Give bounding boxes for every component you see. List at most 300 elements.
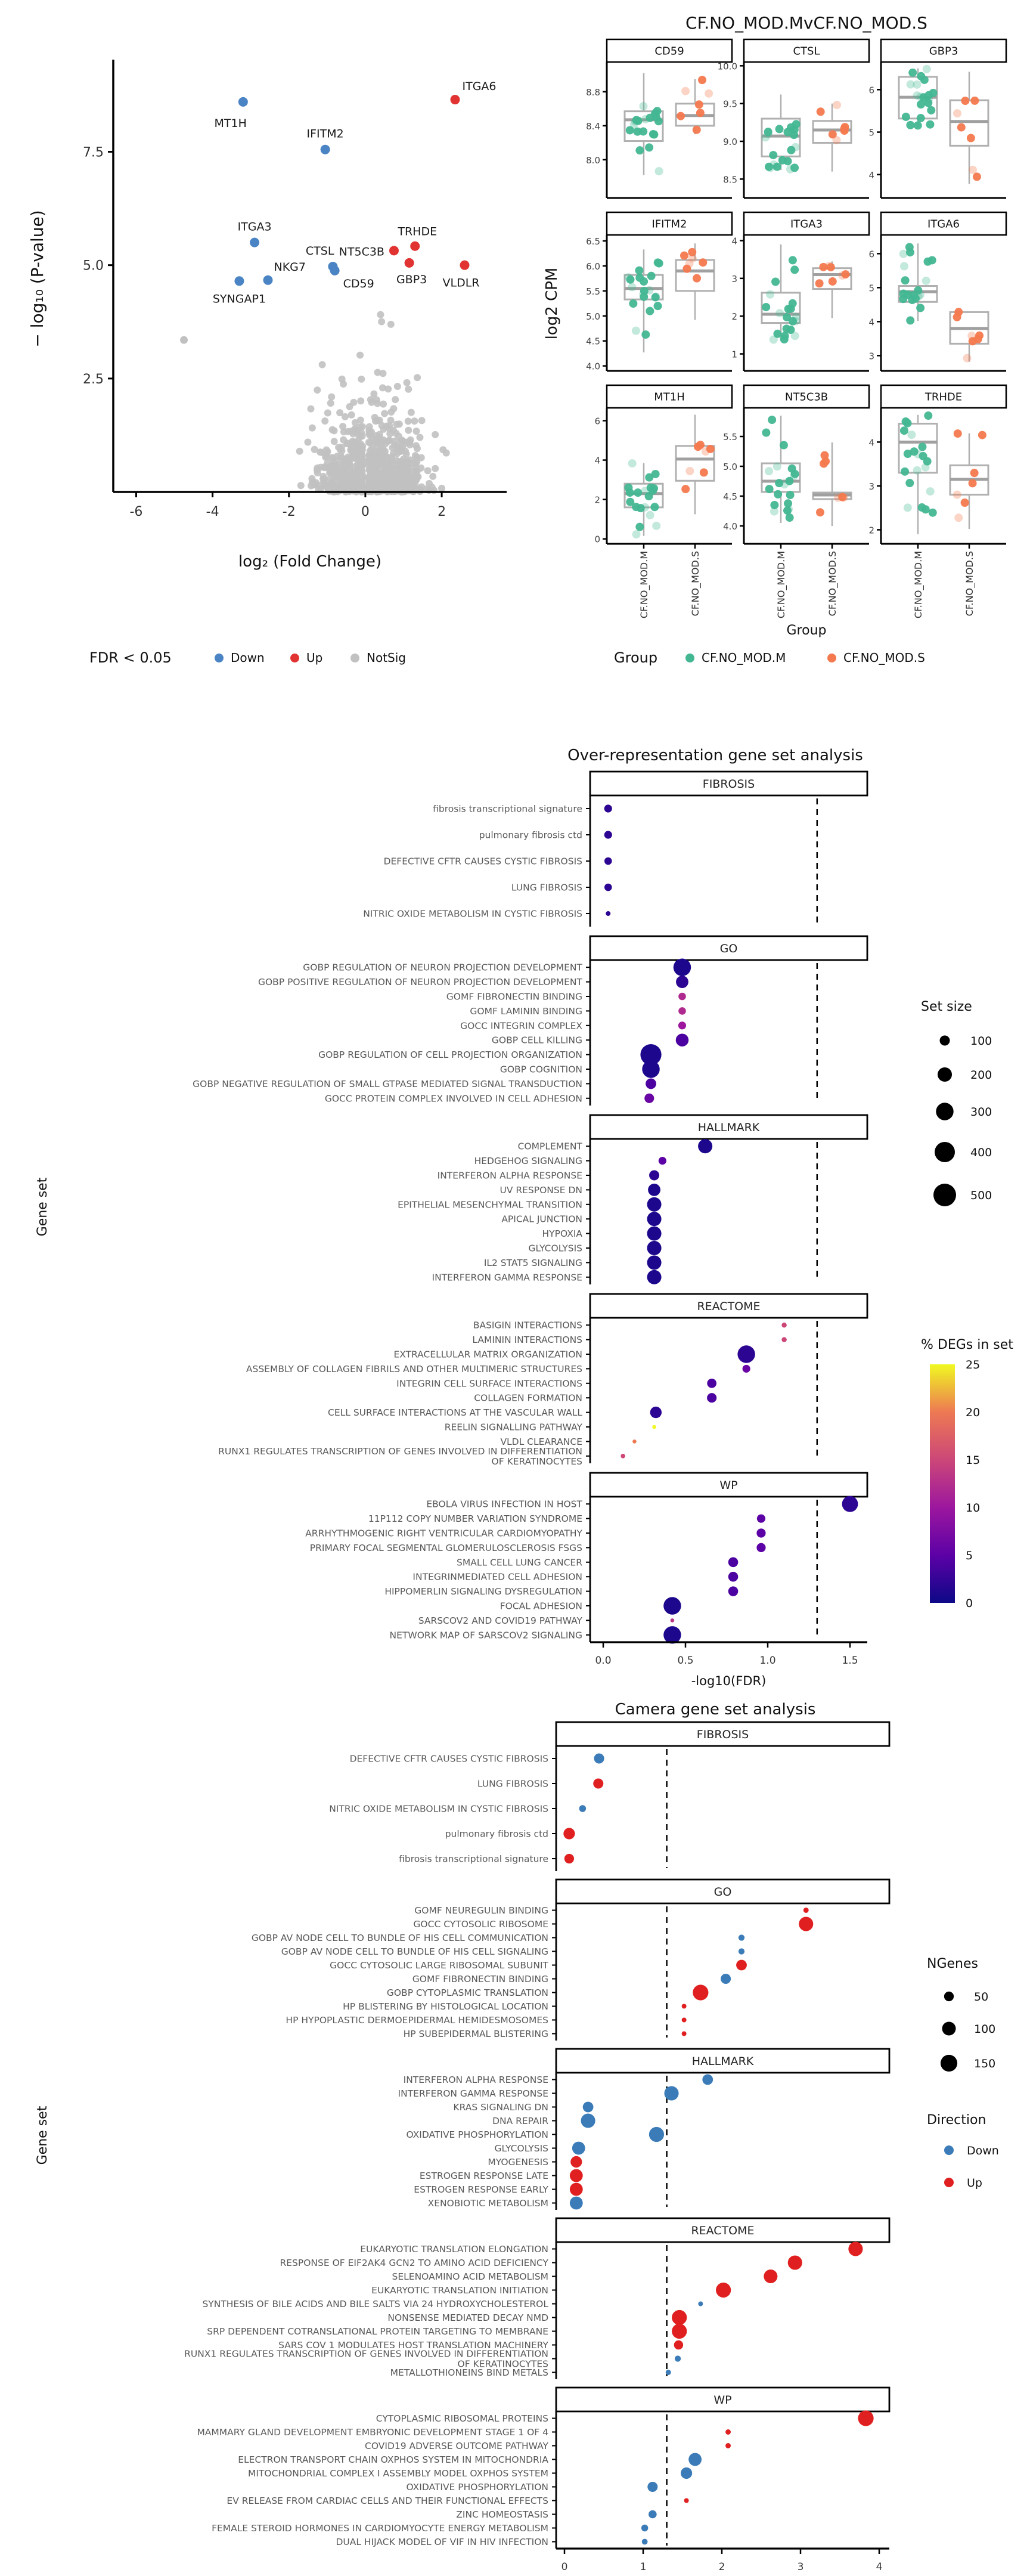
- facet-gene-title: ITGA3: [790, 218, 823, 231]
- sample-point: [632, 327, 640, 335]
- notsig-point: [367, 459, 374, 466]
- notsig-point: [346, 462, 353, 469]
- notsig-point: [331, 438, 338, 445]
- gene-set-label: REELIN SIGNALLING PATHWAY: [444, 1422, 582, 1433]
- notsig-point: [349, 484, 356, 491]
- sample-point: [639, 102, 647, 110]
- data-dot: [570, 2183, 583, 2196]
- y-tick-label: 4: [731, 236, 737, 247]
- data-dot: [604, 884, 612, 891]
- sample-point: [680, 252, 688, 260]
- pct-degs-legend-title: % DEGs in set: [921, 1337, 1013, 1352]
- sample-point: [780, 441, 788, 449]
- y-tick-label: 5.0: [83, 258, 104, 274]
- gene-set-label: BASIGIN INTERACTIONS: [473, 1320, 582, 1331]
- sample-point: [773, 462, 781, 470]
- notsig-point: [346, 403, 353, 410]
- data-dot: [702, 2075, 713, 2085]
- sample-point: [784, 499, 792, 507]
- sample-point: [628, 459, 637, 467]
- legend-label: CF.NO_MOD.S: [843, 651, 925, 665]
- facet-title: FIBROSIS: [696, 1728, 749, 1741]
- sample-point: [926, 487, 935, 496]
- gene-set-label: KRAS SIGNALING DN: [453, 2102, 548, 2113]
- sample-point: [820, 451, 829, 460]
- sample-point: [677, 112, 685, 120]
- gene-set-label: GOBP POSITIVE REGULATION OF NEURON PROJECTION DEVELOPMENT: [258, 977, 582, 988]
- sample-point: [645, 143, 653, 151]
- data-dot: [676, 976, 688, 988]
- sample-point: [645, 473, 653, 482]
- sample-point: [699, 258, 707, 267]
- x-tick-label: 2: [718, 2561, 725, 2573]
- sample-point: [646, 511, 654, 519]
- group-legend: [614, 649, 657, 666]
- facet-gene-title: ITGA6: [927, 218, 960, 231]
- notsig-point: [337, 467, 344, 475]
- data-dot: [716, 2283, 731, 2298]
- x-tick-label: 3: [797, 2561, 804, 2573]
- gene-label: ITGA6: [462, 80, 497, 94]
- notsig-point: [327, 400, 334, 407]
- gene-set-label: DUAL HIJACK MODEL OF VIF IN HIV INFECTION: [336, 2537, 548, 2547]
- notsig-point: [355, 478, 362, 485]
- sample-point: [923, 65, 931, 73]
- set-size-legend-label: 300: [970, 1106, 992, 1119]
- group-tick-label: CF.NO_MOD.M: [913, 551, 924, 619]
- sample-point: [927, 106, 935, 114]
- gene-set-label: OXIDATIVE PHOSPHORYLATION: [406, 2482, 548, 2493]
- gene-set-label: SARSCOV2 AND COVID19 PATHWAY: [418, 1615, 582, 1626]
- colorbar-tick-label: 20: [966, 1406, 981, 1419]
- gene-set-label: COLLAGEN FORMATION: [474, 1392, 582, 1404]
- data-dot: [858, 2410, 873, 2426]
- sample-point: [696, 109, 705, 117]
- sample-point: [913, 91, 922, 100]
- notsig-point: [340, 380, 347, 388]
- gene-set-label: GOCC INTEGRIN COMPLEX: [460, 1020, 582, 1032]
- sample-point: [961, 499, 969, 507]
- sample-point: [902, 113, 910, 121]
- set-size-legend-title: Set size: [921, 999, 972, 1014]
- y-tick-label: 4: [868, 169, 874, 181]
- sample-point: [693, 126, 701, 134]
- sample-point: [918, 442, 926, 451]
- notsig-point: [383, 479, 390, 487]
- data-dot: [672, 2310, 687, 2325]
- sample-point: [900, 262, 908, 271]
- y-tick-label: 6.5: [586, 236, 600, 247]
- data-dot: [663, 1597, 681, 1614]
- colorbar-tick-label: 15: [966, 1454, 981, 1467]
- data-dot: [682, 2004, 687, 2009]
- sample-point: [973, 172, 981, 181]
- gene-set-label: GOMF NEUREGULIN BINDING: [414, 1905, 548, 1916]
- y-tick-label: 2.5: [83, 371, 104, 387]
- data-dot: [642, 1060, 659, 1078]
- set-size-legend-label: 200: [970, 1069, 992, 1082]
- facet-title: HALLMARK: [697, 1121, 760, 1134]
- notsig-point: [314, 386, 321, 394]
- data-dot: [725, 2429, 731, 2435]
- gene-set-label: MAMMARY GLAND DEVELOPMENT EMBRYONIC DEVELOPMENT STAGE 1 OF 4: [197, 2427, 548, 2438]
- sample-point: [645, 492, 653, 500]
- data-dot: [649, 2510, 657, 2519]
- gene-set-label: APICAL JUNCTION: [501, 1213, 582, 1225]
- sample-point: [954, 308, 963, 316]
- gene-set-label: GLYCOLYSIS: [528, 1243, 582, 1254]
- gene-set-label: ESTROGEN RESPONSE LATE: [419, 2171, 548, 2181]
- gene-set-label: SRP DEPENDENT COTRANSLATIONAL PROTEIN TARGETING TO MEMBRANE: [207, 2326, 548, 2337]
- gene-set-label: GOBP CELL KILLING: [491, 1035, 582, 1046]
- group-tick-label: CF.NO_MOD.M: [775, 551, 787, 619]
- gene-set-axis-label: Gene set: [35, 1177, 50, 1237]
- gene-set-label: HYPOXIA: [542, 1228, 582, 1240]
- notsig-point: [407, 483, 414, 490]
- facet-title: GO: [713, 1885, 732, 1899]
- gene-set-label: INTEGRINMEDIATED CELL ADHESION: [412, 1571, 582, 1583]
- gene-point: [450, 95, 460, 104]
- y-tick-label: 0: [594, 534, 600, 545]
- notsig-point: [387, 408, 395, 416]
- sample-point: [629, 299, 637, 308]
- y-tick-label: 3: [868, 351, 874, 362]
- notsig-point: [348, 411, 355, 419]
- gene-set-label: MYOGENESIS: [488, 2157, 548, 2168]
- data-dot: [684, 2498, 689, 2503]
- gene-point: [389, 246, 399, 255]
- ora-title: Over-representation gene set analysis: [567, 747, 863, 764]
- gene-label: VLDLR: [442, 276, 480, 290]
- sample-point: [705, 89, 713, 98]
- sample-point: [829, 130, 837, 138]
- gene-set-label: SYNTHESIS OF BILE ACIDS AND BILE SALTS VIA 24 HYDROXYCHOLESTEROL: [202, 2299, 548, 2309]
- notsig-point: [307, 405, 314, 413]
- sample-point: [764, 128, 772, 136]
- gene-point: [410, 242, 420, 251]
- data-dot: [652, 1425, 656, 1429]
- data-dot: [678, 1007, 686, 1015]
- gene-set-label: CYTOPLASMIC RIBOSOMAL PROTEINS: [376, 2413, 548, 2424]
- notsig-point: [429, 473, 436, 480]
- data-dot: [848, 2241, 863, 2256]
- facet-title: FIBROSIS: [702, 778, 755, 791]
- sample-point: [815, 279, 824, 287]
- notsig-point: [378, 451, 385, 458]
- notsig-point: [308, 475, 315, 482]
- x-tick-label: 0: [361, 504, 370, 519]
- data-dot: [666, 2370, 671, 2375]
- sample-point: [769, 151, 777, 159]
- sample-point: [695, 100, 703, 109]
- data-dot: [647, 1227, 662, 1241]
- gene-set-label: HP SUBEPIDERMAL BLISTERING: [403, 2029, 548, 2039]
- notsig-point: [323, 446, 330, 453]
- direction-legend-dot: [944, 2145, 954, 2155]
- gene-set-label: GOBP AV NODE CELL TO BUNDLE OF HIS CELL COMMUNICATION: [251, 1933, 548, 1943]
- gene-set-label: GOMF FIBRONECTIN BINDING: [412, 1974, 548, 1984]
- data-dot: [604, 857, 612, 865]
- notsig-point: [374, 400, 381, 407]
- notsig-point: [304, 438, 311, 445]
- notsig-point: [392, 480, 399, 487]
- sample-point: [641, 330, 650, 339]
- notsig-point: [399, 475, 407, 482]
- colorbar-tick-label: 25: [966, 1358, 981, 1371]
- sample-point: [840, 126, 849, 135]
- gene-set-label: INTERFERON GAMMA RESPONSE: [398, 2088, 548, 2099]
- data-dot: [581, 2113, 595, 2128]
- notsig-point: [297, 482, 305, 489]
- gene-set-label: INTERFERON ALPHA RESPONSE: [403, 2075, 548, 2085]
- legend-label: CF.NO_MOD.M: [702, 651, 786, 665]
- notsig-point: [348, 428, 355, 435]
- gene-set-label: EPITHELIAL MESENCHYMAL TRANSITION: [398, 1199, 582, 1210]
- sample-point: [917, 114, 925, 122]
- sample-point: [640, 287, 649, 295]
- data-dot: [707, 1379, 716, 1388]
- y-tick-label: 3: [868, 481, 874, 492]
- x-tick-label: -2: [282, 504, 296, 519]
- sample-point: [969, 479, 977, 487]
- sample-point: [626, 126, 634, 134]
- gene-set-label: VLDL CLEARANCE: [500, 1436, 582, 1447]
- gene-point: [405, 258, 414, 268]
- data-dot: [647, 1255, 662, 1270]
- data-dot: [664, 2086, 678, 2100]
- sample-point: [789, 256, 797, 264]
- facet-gene-title: TRHDE: [924, 391, 963, 404]
- notsig-point: [405, 427, 412, 434]
- gene-set-label: ASSEMBLY OF COLLAGEN FIBRILS AND OTHER MULTIMERIC STRUCTURES: [246, 1363, 582, 1374]
- gene-point: [238, 97, 248, 107]
- sample-point: [682, 265, 691, 273]
- y-axis-label: − log₁₀ (P-value): [27, 210, 47, 348]
- notsig-point: [359, 423, 366, 430]
- sample-point: [688, 254, 697, 262]
- facet-gene-title: CD59: [654, 45, 684, 58]
- notsig-point: [378, 442, 385, 450]
- sample-point: [902, 417, 910, 426]
- gene-set-label: FOCAL ADHESION: [500, 1600, 582, 1612]
- data-dot: [647, 2482, 657, 2492]
- y-tick-label: 2: [868, 525, 874, 536]
- notsig-point: [413, 428, 420, 435]
- sample-point: [829, 277, 837, 286]
- sample-point: [652, 522, 660, 530]
- data-dot: [788, 2255, 802, 2270]
- gene-set-label: GOBP NEGATIVE REGULATION OF SMALL GTPASE MEDIATED SIGNAL TRANSDUCTION: [193, 1078, 582, 1089]
- sample-point: [786, 326, 795, 334]
- data-dot: [682, 2032, 687, 2036]
- legend-label: NotSig: [367, 651, 406, 665]
- data-dot: [647, 1212, 662, 1226]
- gene-set-label: NITRIC OXIDE METABOLISM IN CYSTIC FIBROSIS: [363, 908, 582, 919]
- gene-set-label: RUNX1 REGULATES TRANSCRIPTION OF GENES INVOLVED IN DIFFERENTIATION: [218, 1445, 582, 1457]
- sample-point: [908, 69, 917, 77]
- colorbar-tick-label: 5: [966, 1549, 973, 1562]
- notsig-point: [443, 450, 450, 457]
- notsig-point: [358, 376, 365, 383]
- gene-set-label: EBOLA VIRUS INFECTION IN HOST: [426, 1498, 582, 1510]
- notsig-point: [321, 417, 328, 425]
- data-dot: [649, 2127, 664, 2142]
- data-dot: [803, 1908, 809, 1913]
- notsig-point: [432, 431, 439, 438]
- sample-point: [632, 530, 641, 538]
- notsig-point: [404, 379, 411, 386]
- x-tick-label: -6: [129, 504, 143, 519]
- sample-point: [768, 416, 776, 424]
- x-axis-label: -log10(FDR): [691, 1674, 767, 1688]
- notsig-point: [438, 485, 445, 492]
- y-tick-label: 8.0: [586, 154, 600, 166]
- group-tick-label: CF.NO_MOD.M: [638, 551, 650, 619]
- data-dot: [707, 1393, 716, 1402]
- sample-point: [650, 503, 659, 511]
- gene-set-label: IL2 STAT5 SIGNALING: [483, 1257, 582, 1268]
- gene-set-label: OF KERATINOCYTES: [491, 1456, 582, 1467]
- sample-point: [901, 467, 909, 476]
- legend-dot: [350, 654, 359, 662]
- y-axis-label: log2 CPM: [543, 267, 561, 340]
- sample-point: [913, 466, 922, 475]
- gene-set-label: SMALL CELL LUNG CANCER: [457, 1557, 582, 1568]
- data-dot: [604, 804, 612, 812]
- gene-set-label: PRIMARY FOCAL SEGMENTAL GLOMERULOSCLEROSIS FSGS: [309, 1542, 582, 1553]
- gene-set-label: LUNG FIBROSIS: [511, 882, 582, 893]
- gene-set-label: EUKARYOTIC TRANSLATION INITIATION: [371, 2285, 548, 2296]
- gene-set-label: HEDGEHOG SIGNALING: [474, 1156, 582, 1167]
- notsig-point: [309, 425, 316, 432]
- notsig-point: [348, 455, 355, 462]
- group-legend-item: [827, 651, 925, 665]
- data-dot: [648, 1184, 660, 1196]
- direction-legend-label: Up: [967, 2176, 982, 2190]
- set-size-legend-dot: [933, 1184, 956, 1206]
- fdr-legend: [89, 649, 172, 666]
- sample-point: [655, 259, 663, 268]
- gene-set-label: DEFECTIVE CFTR CAUSES CYSTIC FIBROSIS: [349, 1753, 548, 1764]
- gene-set-label: EUKARYOTIC TRANSLATION ELONGATION: [360, 2244, 548, 2255]
- y-tick-label: 3: [731, 273, 737, 284]
- y-tick-label: 8.8: [586, 86, 600, 98]
- direction-legend-title: Direction: [927, 2113, 986, 2128]
- data-dot: [647, 1241, 662, 1255]
- camera-dotplot-svg: [0, 1692, 1030, 2576]
- sample-point: [834, 494, 842, 502]
- sample-point: [626, 498, 634, 506]
- sample-point: [646, 307, 654, 315]
- notsig-point: [394, 383, 401, 390]
- data-dot: [674, 2340, 683, 2349]
- sample-point: [765, 485, 774, 493]
- data-dot: [649, 1171, 659, 1181]
- camera-title: Camera gene set analysis: [615, 1701, 816, 1719]
- y-tick-label: 5.0: [586, 311, 600, 322]
- notsig-point: [413, 454, 420, 461]
- y-tick-label: 4: [868, 437, 874, 448]
- x-tick-label: 0.5: [677, 1655, 694, 1667]
- group-legend-title: Group: [614, 649, 658, 666]
- data-dot: [693, 1984, 708, 2000]
- sample-point: [913, 80, 921, 89]
- gene-set-label: XENOBIOTIC METABOLISM: [427, 2198, 548, 2209]
- y-tick-label: 9.5: [723, 98, 737, 110]
- gene-set-label: EV RELEASE FROM CARDIAC CELLS AND THEIR FUNCTIONAL EFFECTS: [227, 2496, 548, 2506]
- gene-set-label: GOCC CYTOSOLIC RIBOSOME: [413, 1919, 548, 1930]
- sample-point: [790, 163, 799, 172]
- sample-point: [762, 303, 770, 311]
- facet-title: WP: [713, 2394, 732, 2407]
- notsig-point: [331, 473, 338, 480]
- sample-point: [904, 450, 912, 458]
- sample-point: [926, 120, 934, 129]
- y-tick-label: 5: [868, 283, 874, 294]
- gene-point: [234, 276, 244, 286]
- notsig-point: [432, 465, 439, 472]
- y-tick-label: 6.0: [586, 261, 600, 272]
- boxplot-grid: [536, 7, 1030, 643]
- fdr-legend-item: [350, 651, 406, 665]
- legend-label: Up: [306, 651, 323, 665]
- gene-label: CD59: [343, 277, 374, 290]
- data-dot: [739, 1948, 744, 1954]
- facet-title: REACTOME: [697, 1300, 761, 1313]
- sample-point: [825, 262, 833, 270]
- sample-point: [786, 513, 794, 522]
- sample-point: [953, 491, 961, 499]
- data-dot: [799, 1916, 813, 1931]
- set-size-legend-dot: [936, 1103, 953, 1120]
- notsig-point: [324, 459, 331, 466]
- gene-set-label: ELECTRON TRANSPORT CHAIN OXPHOS SYSTEM IN MITOCHONDRIA: [238, 2454, 548, 2465]
- set-size-legend-label: 100: [970, 1035, 992, 1048]
- y-tick-label: 1: [731, 349, 737, 360]
- sample-point: [775, 125, 784, 133]
- sample-point: [635, 274, 644, 282]
- gene-set-label: pulmonary fibrosis ctd: [445, 1828, 548, 1840]
- sample-point: [766, 163, 774, 172]
- notsig-point: [389, 444, 396, 451]
- data-dot: [604, 831, 612, 838]
- gene-set-label: GOBP CYTOPLASMIC TRANSLATION: [386, 1987, 548, 1998]
- sample-point: [917, 100, 925, 109]
- gene-set-label: fibrosis transcriptional signature: [399, 1853, 548, 1865]
- sample-point: [929, 509, 937, 517]
- sample-point: [651, 293, 660, 302]
- notsig-point: [416, 434, 423, 441]
- facet-title: WP: [719, 1479, 738, 1492]
- data-dot: [621, 1454, 625, 1459]
- legend-dot: [827, 654, 836, 662]
- colorbar-tick-label: 0: [966, 1597, 973, 1610]
- notsig-point: [352, 419, 359, 426]
- notsig-point: [405, 386, 412, 393]
- gene-label: MT1H: [214, 116, 247, 130]
- x-tick-label: 0: [561, 2561, 568, 2573]
- gene-set-label: INTEGRIN CELL SURFACE INTERACTIONS: [396, 1378, 582, 1389]
- sample-point: [788, 465, 796, 473]
- y-tick-label: 6: [868, 249, 874, 260]
- gene-set-label: NONSENSE MEDIATED DECAY NMD: [387, 2312, 548, 2323]
- notsig-point: [424, 467, 432, 474]
- data-dot: [682, 2018, 687, 2023]
- sample-point: [914, 121, 922, 129]
- gene-point: [330, 266, 340, 275]
- notsig-point: [411, 417, 418, 425]
- direction-legend-label: Down: [967, 2144, 999, 2157]
